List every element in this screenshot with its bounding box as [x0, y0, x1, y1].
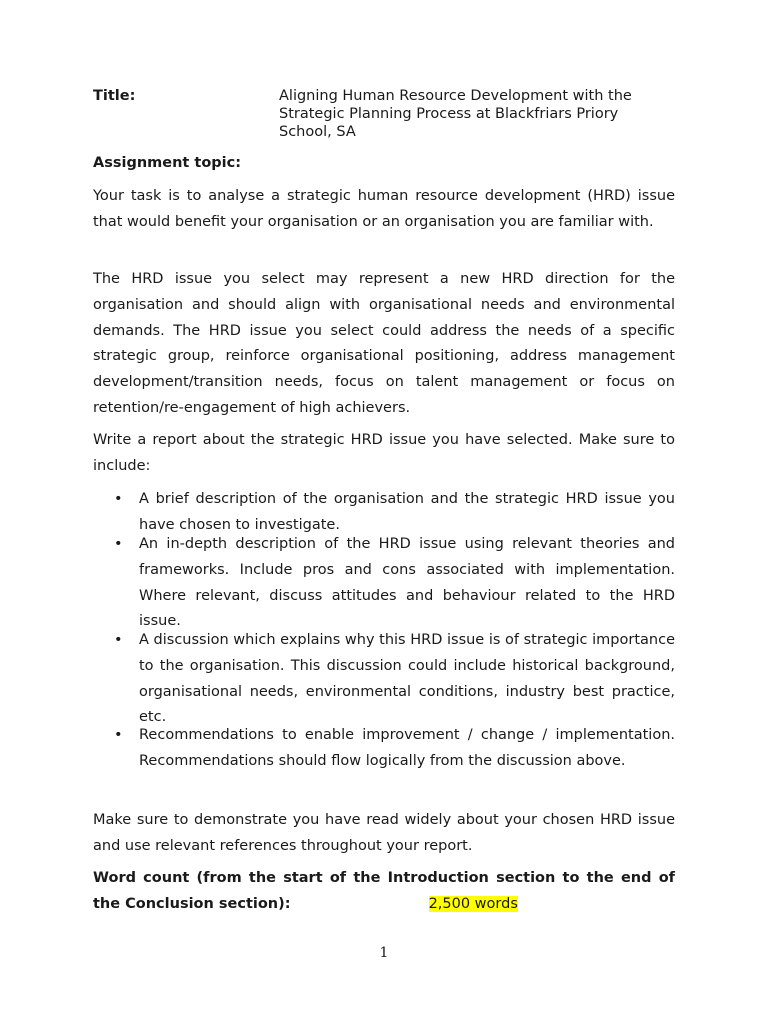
bullet-icon: •: [114, 727, 123, 743]
bullet-icon: •: [114, 536, 123, 552]
list-item: [93, 487, 675, 539]
title-row: [93, 87, 675, 141]
list-item: [93, 628, 675, 731]
bullet-icon: •: [114, 491, 123, 507]
paragraph-references: Make sure to demonstrate you have read widely about your chosen HRD issue and use relevant references throughout your report.: [93, 812, 675, 854]
paragraph-hrd-issue: The HRD issue you select may represent a new HRD direction for the organisation and should align with organisational needs and environmental demands. The HRD issue you select could address the needs of a specific strategic group, reinforce organisational positioning, address management development/transition needs, focus on talent management or focus on retention/re-engagement of high achievers.: [93, 271, 675, 416]
assignment-heading: Assignment topic:: [93, 155, 242, 171]
word-count-value: 2,500 words: [428, 895, 518, 912]
word-count-label: Word count (from the start of the Introduction section to the end of the Conclusion section):: [93, 870, 675, 912]
title-value: Aligning Human Resource Development with the Strategic Planning Process at Blackfriars Priory School, SA: [279, 88, 632, 140]
list-item-text: A brief description of the organisation and the strategic HRD issue you have chosen to investigate.: [139, 491, 675, 533]
paragraph-task: Your task is to analyse a strategic human resource development (HRD) issue that would benefit your organisation or an organisation you are familiar with.: [93, 188, 675, 230]
title-label: Title:: [93, 88, 136, 104]
paragraph-write-report: Write a report about the strategic HRD issue you have selected. Make sure to include:: [93, 432, 675, 474]
word-count-block: [93, 866, 675, 918]
list-item-text: An in-depth description of the HRD issue using relevant theories and frameworks. Include pros and cons associated with implementation. Where relevant, discuss attitudes and behaviour related to the HRD issue.: [139, 536, 675, 630]
bullet-icon: •: [114, 632, 123, 648]
list-item: [93, 532, 675, 635]
page-number: 1: [379, 945, 389, 961]
list-item-text: A discussion which explains why this HRD issue is of strategic importance to the organisation. This discussion could include historical background, organisational needs, environmental conditions, industry best practice, etc.: [139, 632, 675, 726]
list-item: [93, 723, 675, 775]
list-item-text: Recommendations to enable improvement / change / implementation. Recommendations should flow logically from the discussion above.: [139, 727, 675, 769]
